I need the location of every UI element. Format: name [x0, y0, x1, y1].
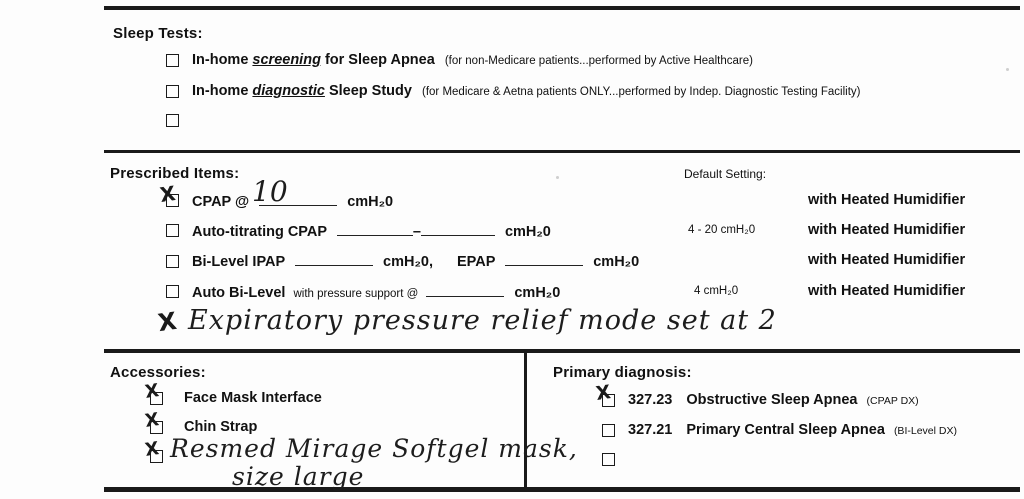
handmark-cpap-x: X	[158, 181, 178, 207]
auto-titrating-default: 4 - 20 cmH₂0	[688, 224, 756, 236]
auto-bilevel-label-note: with pressure support @	[293, 288, 419, 300]
dx-2-code: 327.21	[628, 422, 673, 438]
checkbox-sleep-test-2[interactable]	[166, 85, 179, 98]
accessories-heading: Accessories:	[110, 364, 206, 381]
prescribed-row-bilevel	[192, 252, 639, 270]
handwritten-epr-note: Expiratory pressure relief mode set at 2	[188, 305, 777, 336]
handwritten-accessory-line2: size large	[232, 462, 365, 491]
sleep-tests-heading: Sleep Tests:	[113, 25, 203, 42]
sleep-test-1-note: (for non-Medicare patients...performed by Active Healthcare)	[444, 55, 753, 67]
bilevel-units: cmH₂0,	[383, 254, 433, 270]
sleep-test-2-label-pre: In-home	[192, 83, 253, 99]
sleep-test-item-1	[192, 52, 753, 68]
diagnosis-row-1	[628, 392, 919, 408]
auto-bilevel-default: 4 cmH₂0	[694, 285, 739, 297]
checkbox-sleep-test-1[interactable]	[166, 54, 179, 67]
sleep-test-2-label-post: Sleep Study	[324, 83, 412, 99]
bilevel-humidifier: with Heated Humidifier	[808, 252, 966, 268]
handmark-accessory-3-x: X	[143, 438, 161, 461]
divider-top	[104, 6, 1020, 10]
handmark-face-mask-x: X	[143, 380, 161, 403]
sleep-test-2-label-em: diagnostic	[252, 83, 325, 99]
primary-diagnosis-heading: Primary diagnosis:	[553, 364, 692, 381]
prescribed-row-auto-titrating: Auto-titrating CPAP – cmH₂0	[192, 224, 551, 240]
sleep-test-item-2	[192, 83, 861, 99]
auto-titrating-label: Auto-titrating CPAP	[192, 224, 327, 240]
checkbox-dx-3[interactable]	[602, 453, 615, 466]
bilevel-epap-label: EPAP	[457, 254, 496, 270]
cpap-label: CPAP @	[192, 194, 250, 210]
sleep-test-2-note: (for Medicare & Aetna patients ONLY...performed by Indep. Diagnostic Testing Facility)	[422, 86, 861, 98]
handmark-dx-327-23-x: X	[594, 381, 613, 405]
default-setting-label: Default Setting:	[684, 167, 767, 181]
diagnosis-row-2	[628, 422, 957, 438]
handmark-note-x: X	[156, 306, 179, 338]
bilevel-ipap-blank[interactable]	[295, 252, 373, 266]
auto-bilevel-blank[interactable]	[426, 283, 504, 297]
sleep-test-1-label-pre: In-home	[192, 52, 253, 68]
dx-2-label: Primary Central Sleep Apnea	[686, 422, 885, 438]
prescribed-items-heading: Prescribed Items:	[110, 165, 240, 182]
auto-titrating-units: cmH₂0	[504, 224, 551, 240]
auto-bilevel-label: Auto Bi-Level	[192, 285, 286, 301]
divider-prescribed-items	[104, 150, 1020, 153]
scan-speck	[556, 176, 559, 179]
cpap-humidifier: with Heated Humidifier	[808, 192, 966, 208]
bilevel-units-2: cmH₂0	[593, 254, 640, 270]
sleep-test-1-label-post: for Sleep Apnea	[320, 52, 435, 68]
checkbox-dx-327-21[interactable]	[602, 424, 615, 437]
handwritten-accessory-line1: Resmed Mirage Softgel mask,	[170, 434, 578, 463]
dx-2-note: (BI-Level DX)	[893, 425, 957, 437]
scan-speck	[1006, 68, 1009, 71]
auto-titrating-blank-1[interactable]	[337, 222, 413, 236]
bilevel-epap-blank[interactable]	[505, 252, 583, 266]
dx-1-label: Obstructive Sleep Apnea	[686, 392, 858, 408]
bilevel-label: Bi-Level IPAP	[192, 254, 285, 270]
auto-bilevel-humidifier: with Heated Humidifier	[808, 283, 966, 299]
checkbox-bilevel[interactable]	[166, 255, 179, 268]
cpap-units: cmH₂0	[347, 194, 394, 210]
dx-1-note: (CPAP DX)	[866, 395, 919, 407]
prescribed-row-cpap	[192, 192, 393, 210]
dx-1-code: 327.23	[628, 392, 673, 408]
auto-titrating-humidifier: with Heated Humidifier	[808, 222, 966, 238]
checkbox-auto-titrating-cpap[interactable]	[166, 224, 179, 237]
sleep-test-1-label-em: screening	[252, 52, 321, 68]
handwritten-cpap-pressure: 10	[252, 175, 288, 208]
accessory-face-mask-label: Face Mask Interface	[184, 390, 322, 406]
divider-accessories	[104, 349, 1020, 353]
divider-vertical	[524, 353, 527, 487]
checkbox-sleep-test-3[interactable]	[166, 114, 179, 127]
auto-titrating-blank-2[interactable]	[421, 222, 495, 236]
handmark-chin-strap-x: X	[143, 409, 161, 432]
prescribed-row-auto-bilevel	[192, 283, 560, 301]
checkbox-auto-bilevel[interactable]	[166, 285, 179, 298]
auto-bilevel-units: cmH₂0	[514, 285, 561, 301]
accessory-chin-strap-label: Chin Strap	[184, 419, 258, 435]
